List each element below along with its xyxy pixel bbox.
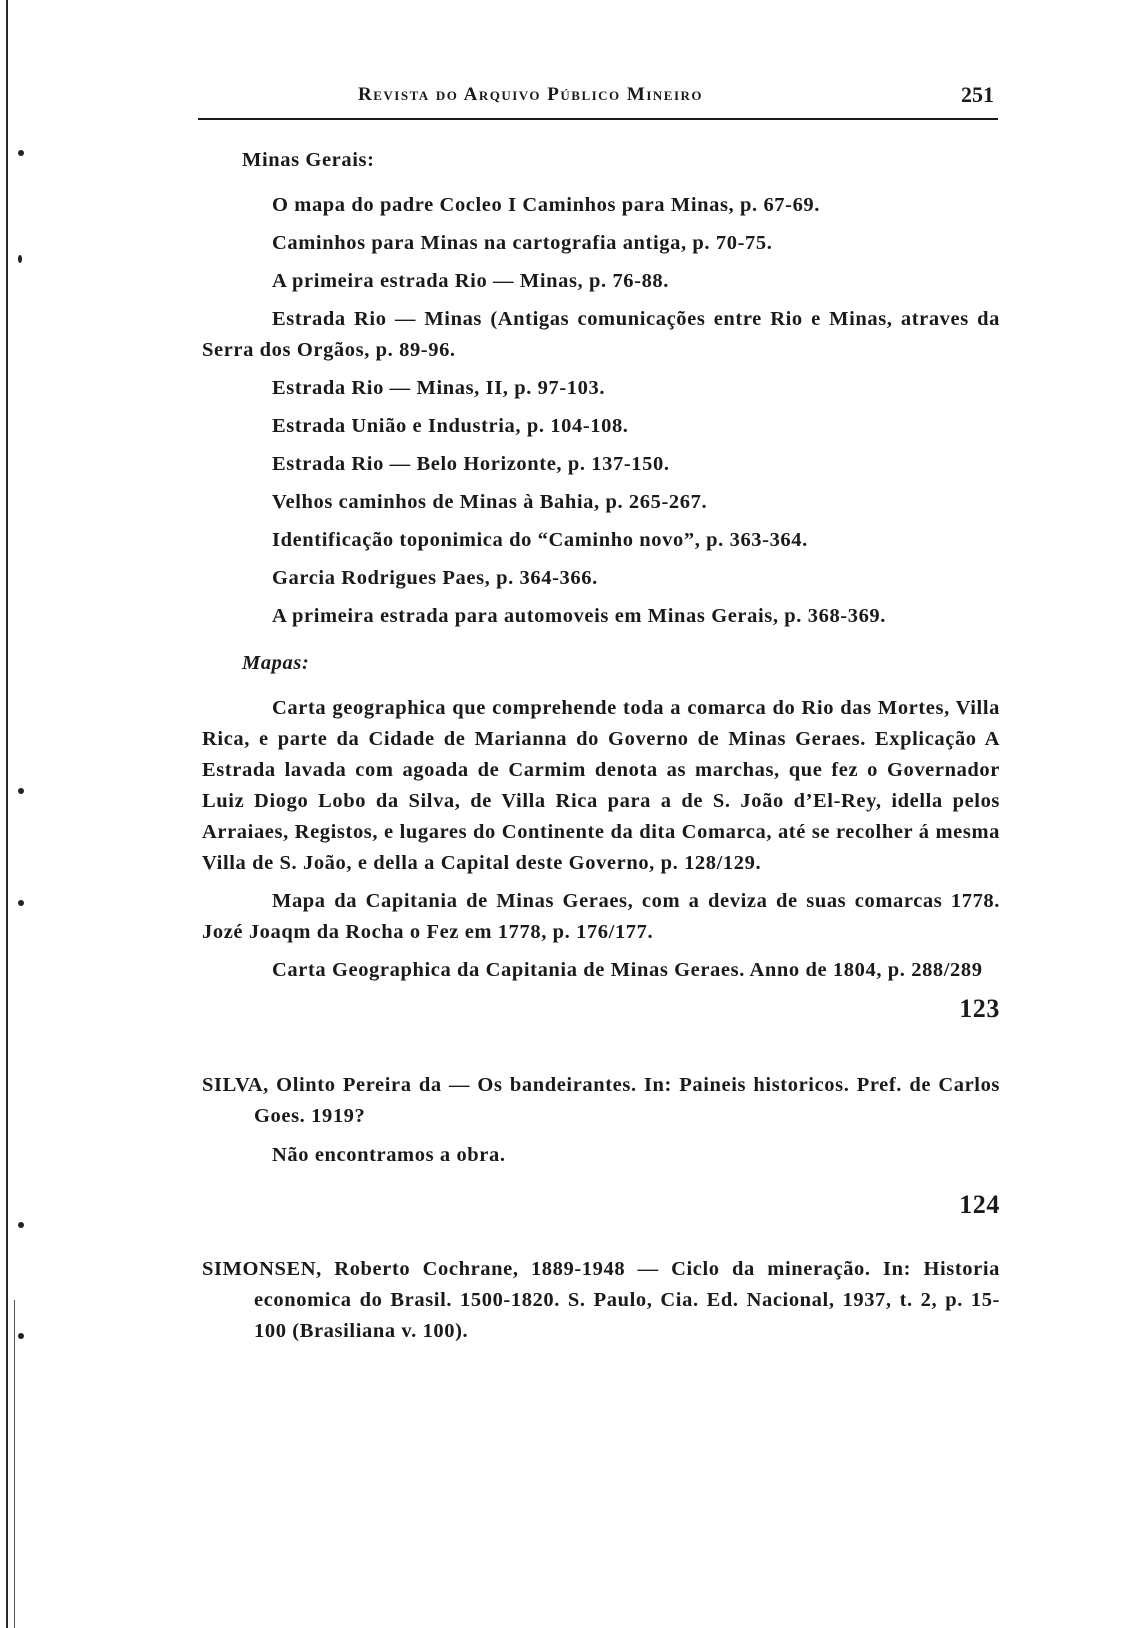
list-item: Estrada Rio — Belo Horizonte, p. 137-150. xyxy=(272,453,670,475)
list-item: O mapa do padre Cocleo I Caminhos para Minas, p. 67-69. xyxy=(272,194,821,216)
margin-mark xyxy=(18,150,24,156)
margin-mark xyxy=(18,1333,24,1339)
list-item: Mapa da Capitania de Minas Geraes, com a deviza de suas comarcas 1778. Jozé Joaqm da Rocha o Fez em 1778, p. 176/177. xyxy=(202,890,1000,943)
list-item: Estrada União e Industria, p. 104-108. xyxy=(272,415,629,437)
section-heading-mapas: Mapas: xyxy=(242,652,310,674)
margin-mark xyxy=(18,255,22,263)
entry-note: Não encontramos a obra. xyxy=(272,1144,506,1166)
journal-title: Revista do Arquivo Público Mineiro xyxy=(358,84,704,105)
list-item: Carta geographica que comprehende toda a comarca do Rio das Mortes, Villa Rica, e parte da Cidade de Marianna do Governo de Minas Geraes. Explicação A Estrada lavada com agoada de Carmim denota as marchas, que fez o Governador Luiz Diogo Lobo da Silva, de Villa Rica para a de S. João d’El-Rey, idella pelos Arraiaes, Registos, e lugares do Continente da dita Comarca, até se recolher á mesma Villa de S. João, e della a Capital deste Governo, p. 128/129. xyxy=(202,697,1000,874)
page-body xyxy=(202,145,1000,1355)
margin-mark xyxy=(18,900,24,906)
bibliography-entry: SIMONSEN, Roberto Cochrane, 1889-1948 — Ciclo da mineração. In: Historia economica do Brasil. 1500-1820. S. Paulo, Cia. Ed. Nacional, 1937, t. 2, p. 15-100 (Brasiliana v. 100). xyxy=(202,1258,1000,1342)
page-left-border xyxy=(6,0,8,1628)
list-item: Caminhos para Minas na cartografia antiga, p. 70-75. xyxy=(272,232,773,254)
list-item: A primeira estrada para automoveis em Minas Gerais, p. 368-369. xyxy=(272,605,887,627)
list-item: Estrada Rio — Minas, II, p. 97-103. xyxy=(272,377,606,399)
list-item: Velhos caminhos de Minas à Bahia, p. 265-267. xyxy=(272,491,708,513)
entry-number: 124 xyxy=(959,1190,1000,1219)
list-item: Garcia Rodrigues Paes, p. 364-366. xyxy=(272,567,598,589)
list-item: Carta Geographica da Capitania de Minas Geraes. Anno de 1804, p. 288/289 xyxy=(272,959,983,981)
margin-mark xyxy=(18,788,24,794)
list-item: A primeira estrada Rio — Minas, p. 76-88. xyxy=(272,270,669,292)
running-header xyxy=(198,78,998,120)
margin-mark xyxy=(18,1222,24,1228)
list-item: Estrada Rio — Minas (Antigas comunicações entre Rio e Minas, atraves da Serra dos Orgãos, p. 89-96. xyxy=(202,308,1000,361)
bibliography-entry: SILVA, Olinto Pereira da — Os bandeirantes. In: Paineis historicos. Pref. de Carlos Goes. 1919? xyxy=(202,1074,1000,1127)
list-item: Identificação toponimica do “Caminho novo”, p. 363-364. xyxy=(272,529,808,551)
page-number: 251 xyxy=(961,82,994,107)
section-heading-minas-gerais: Minas Gerais: xyxy=(242,149,375,171)
page-left-border-thin xyxy=(14,1300,15,1628)
entry-number: 123 xyxy=(959,994,1000,1023)
